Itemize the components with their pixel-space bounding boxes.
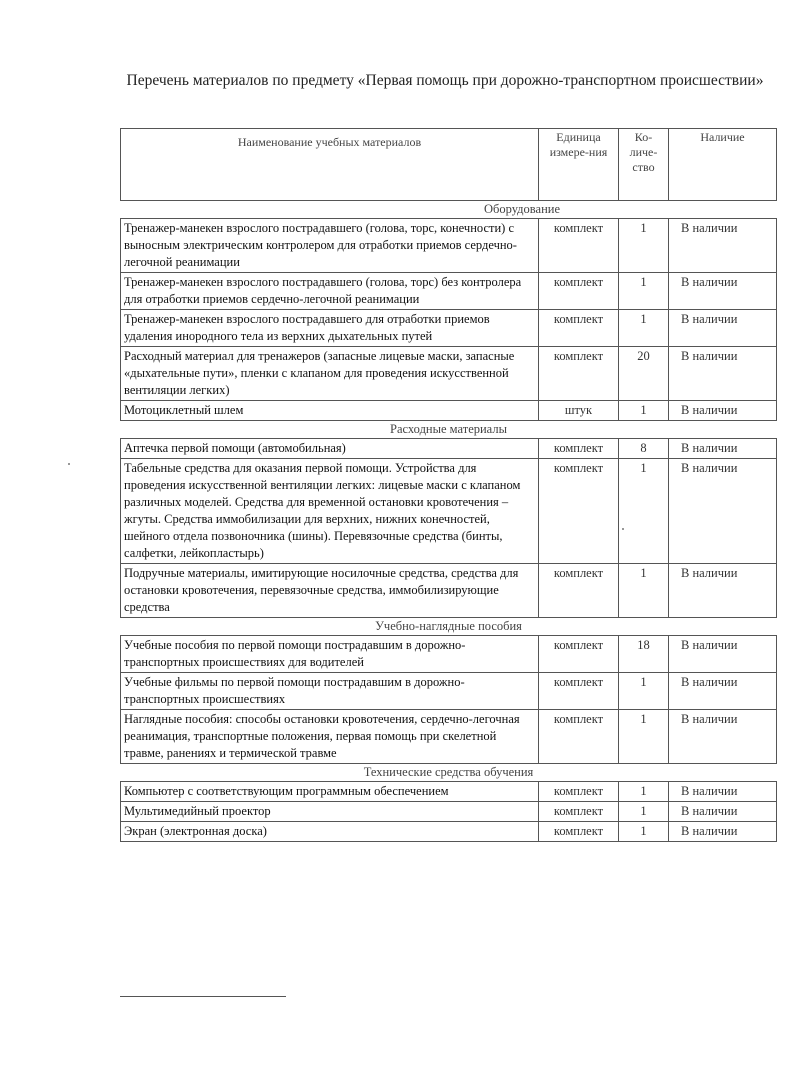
table-header-row	[121, 129, 777, 201]
table-row	[121, 219, 777, 273]
section-header-row	[121, 618, 777, 636]
item-unit-cell: комплект	[539, 439, 619, 459]
item-availability-cell: В наличии	[669, 673, 777, 710]
section-header-row	[121, 421, 777, 439]
item-name-cell: Тренажер-манекен взрослого пострадавшего (голова, торс) без контролера для отработки приемов сердечно-легочной реанимации	[121, 273, 539, 310]
table-row	[121, 439, 777, 459]
item-qty-cell: 1	[619, 310, 669, 347]
section-title: Технические средства обучения	[121, 764, 777, 782]
item-qty-cell: 20	[619, 347, 669, 401]
item-unit-cell: комплект	[539, 273, 619, 310]
item-name-cell: Подручные материалы, имитирующие носилочные средства, средства для остановки кровотечения, перевязочные средства, иммобилизирующие средства	[121, 564, 539, 618]
item-name-cell: Учебные пособия по первой помощи пострадавшим в дорожно-транспортных происшествиях для водителей	[121, 636, 539, 673]
table-row	[121, 347, 777, 401]
item-unit-cell: комплект	[539, 636, 619, 673]
item-qty-cell: 8	[619, 439, 669, 459]
table-row	[121, 636, 777, 673]
table-row	[121, 459, 777, 564]
scan-speck	[622, 528, 624, 530]
item-unit-cell: комплект	[539, 219, 619, 273]
item-unit-cell: комплект	[539, 564, 619, 618]
item-availability-cell: В наличии	[669, 310, 777, 347]
item-availability-cell: В наличии	[669, 347, 777, 401]
item-qty-cell: 1	[619, 802, 669, 822]
page-title: Перечень материалов по предмету «Первая помощь при дорожно-транспортном происшествии»	[126, 72, 764, 89]
scan-speck	[68, 463, 70, 465]
section-title: Учебно-наглядные пособия	[121, 618, 777, 636]
item-availability-cell: В наличии	[669, 564, 777, 618]
item-unit-cell: комплект	[539, 710, 619, 764]
table-row	[121, 822, 777, 842]
item-qty-cell: 1	[619, 273, 669, 310]
item-name-cell: Тренажер-манекен взрослого пострадавшего (голова, торс, конечности) с выносным электрическим контролером для отработки приемов сердечно-легочной реанимации	[121, 219, 539, 273]
item-qty-cell: 18	[619, 636, 669, 673]
item-unit-cell: комплект	[539, 822, 619, 842]
item-name-cell: Экран (электронная доска)	[121, 822, 539, 842]
item-availability-cell: В наличии	[669, 401, 777, 421]
item-availability-cell: В наличии	[669, 273, 777, 310]
item-qty-cell: 1	[619, 822, 669, 842]
item-unit-cell: комплект	[539, 347, 619, 401]
item-availability-cell: В наличии	[669, 219, 777, 273]
item-qty-cell: 1	[619, 673, 669, 710]
item-availability-cell: В наличии	[669, 710, 777, 764]
header-avail: Наличие	[669, 129, 777, 201]
item-name-cell: Учебные фильмы по первой помощи пострадавшим в дорожно-транспортных происшествиях	[121, 673, 539, 710]
item-unit-cell: штук	[539, 401, 619, 421]
item-qty-cell: 1	[619, 401, 669, 421]
table-row	[121, 673, 777, 710]
table-row	[121, 401, 777, 421]
item-name-cell: Наглядные пособия: способы остановки кровотечения, сердечно-легочная реанимация, транспортные положения, первая помощь при скелетной травме, ранениях и термической травме	[121, 710, 539, 764]
section-title: Оборудование	[121, 201, 777, 219]
bottom-rule	[120, 996, 286, 997]
table-row	[121, 710, 777, 764]
item-qty-cell: 1	[619, 564, 669, 618]
item-qty-cell: 1	[619, 710, 669, 764]
item-qty-cell: 1	[619, 219, 669, 273]
item-unit-cell: комплект	[539, 673, 619, 710]
item-name-cell: Аптечка первой помощи (автомобильная)	[121, 439, 539, 459]
item-name-cell: Мультимедийный проектор	[121, 802, 539, 822]
item-availability-cell: В наличии	[669, 459, 777, 564]
table-row	[121, 802, 777, 822]
item-unit-cell: комплект	[539, 782, 619, 802]
table-body	[121, 201, 777, 842]
item-name-cell: Табельные средства для оказания первой помощи. Устройства для проведения искусственной вентиляции легких: лицевые маски с клапаном различных моделей. Средства для временной остановки кровотечения – жгуты. Средства иммобилизации для верхних, нижних конечностей, шейного отдела позвоночника (шины). Перевязочные средства (бинты, салфетки, лейкопластырь)	[121, 459, 539, 564]
header-name: Наименование учебных материалов	[121, 129, 539, 201]
table-row	[121, 782, 777, 802]
section-header-row	[121, 764, 777, 782]
section-header-row	[121, 201, 777, 219]
item-unit-cell: комплект	[539, 310, 619, 347]
item-unit-cell: комплект	[539, 802, 619, 822]
item-name-cell: Тренажер-манекен взрослого пострадавшего для отработки приемов удаления инородного тела из верхних дыхательных путей	[121, 310, 539, 347]
materials-table-container	[120, 128, 776, 842]
item-name-cell: Компьютер с соответствующим программным обеспечением	[121, 782, 539, 802]
table-row	[121, 273, 777, 310]
section-title: Расходные материалы	[121, 421, 777, 439]
header-qty: Ко-личе-ство	[619, 129, 669, 201]
item-qty-cell: 1	[619, 459, 669, 564]
item-name-cell: Расходный материал для тренажеров (запасные лицевые маски, запасные «дыхательные пути», пленки с клапаном для проведения искусственной вентиляции легких)	[121, 347, 539, 401]
table-row	[121, 564, 777, 618]
item-availability-cell: В наличии	[669, 782, 777, 802]
item-unit-cell: комплект	[539, 459, 619, 564]
item-qty-cell: 1	[619, 782, 669, 802]
item-availability-cell: В наличии	[669, 822, 777, 842]
item-availability-cell: В наличии	[669, 636, 777, 673]
header-unit: Единица измере-ния	[539, 129, 619, 201]
table-row	[121, 310, 777, 347]
item-availability-cell: В наличии	[669, 439, 777, 459]
materials-table	[120, 128, 777, 842]
item-name-cell: Мотоциклетный шлем	[121, 401, 539, 421]
item-availability-cell: В наличии	[669, 802, 777, 822]
